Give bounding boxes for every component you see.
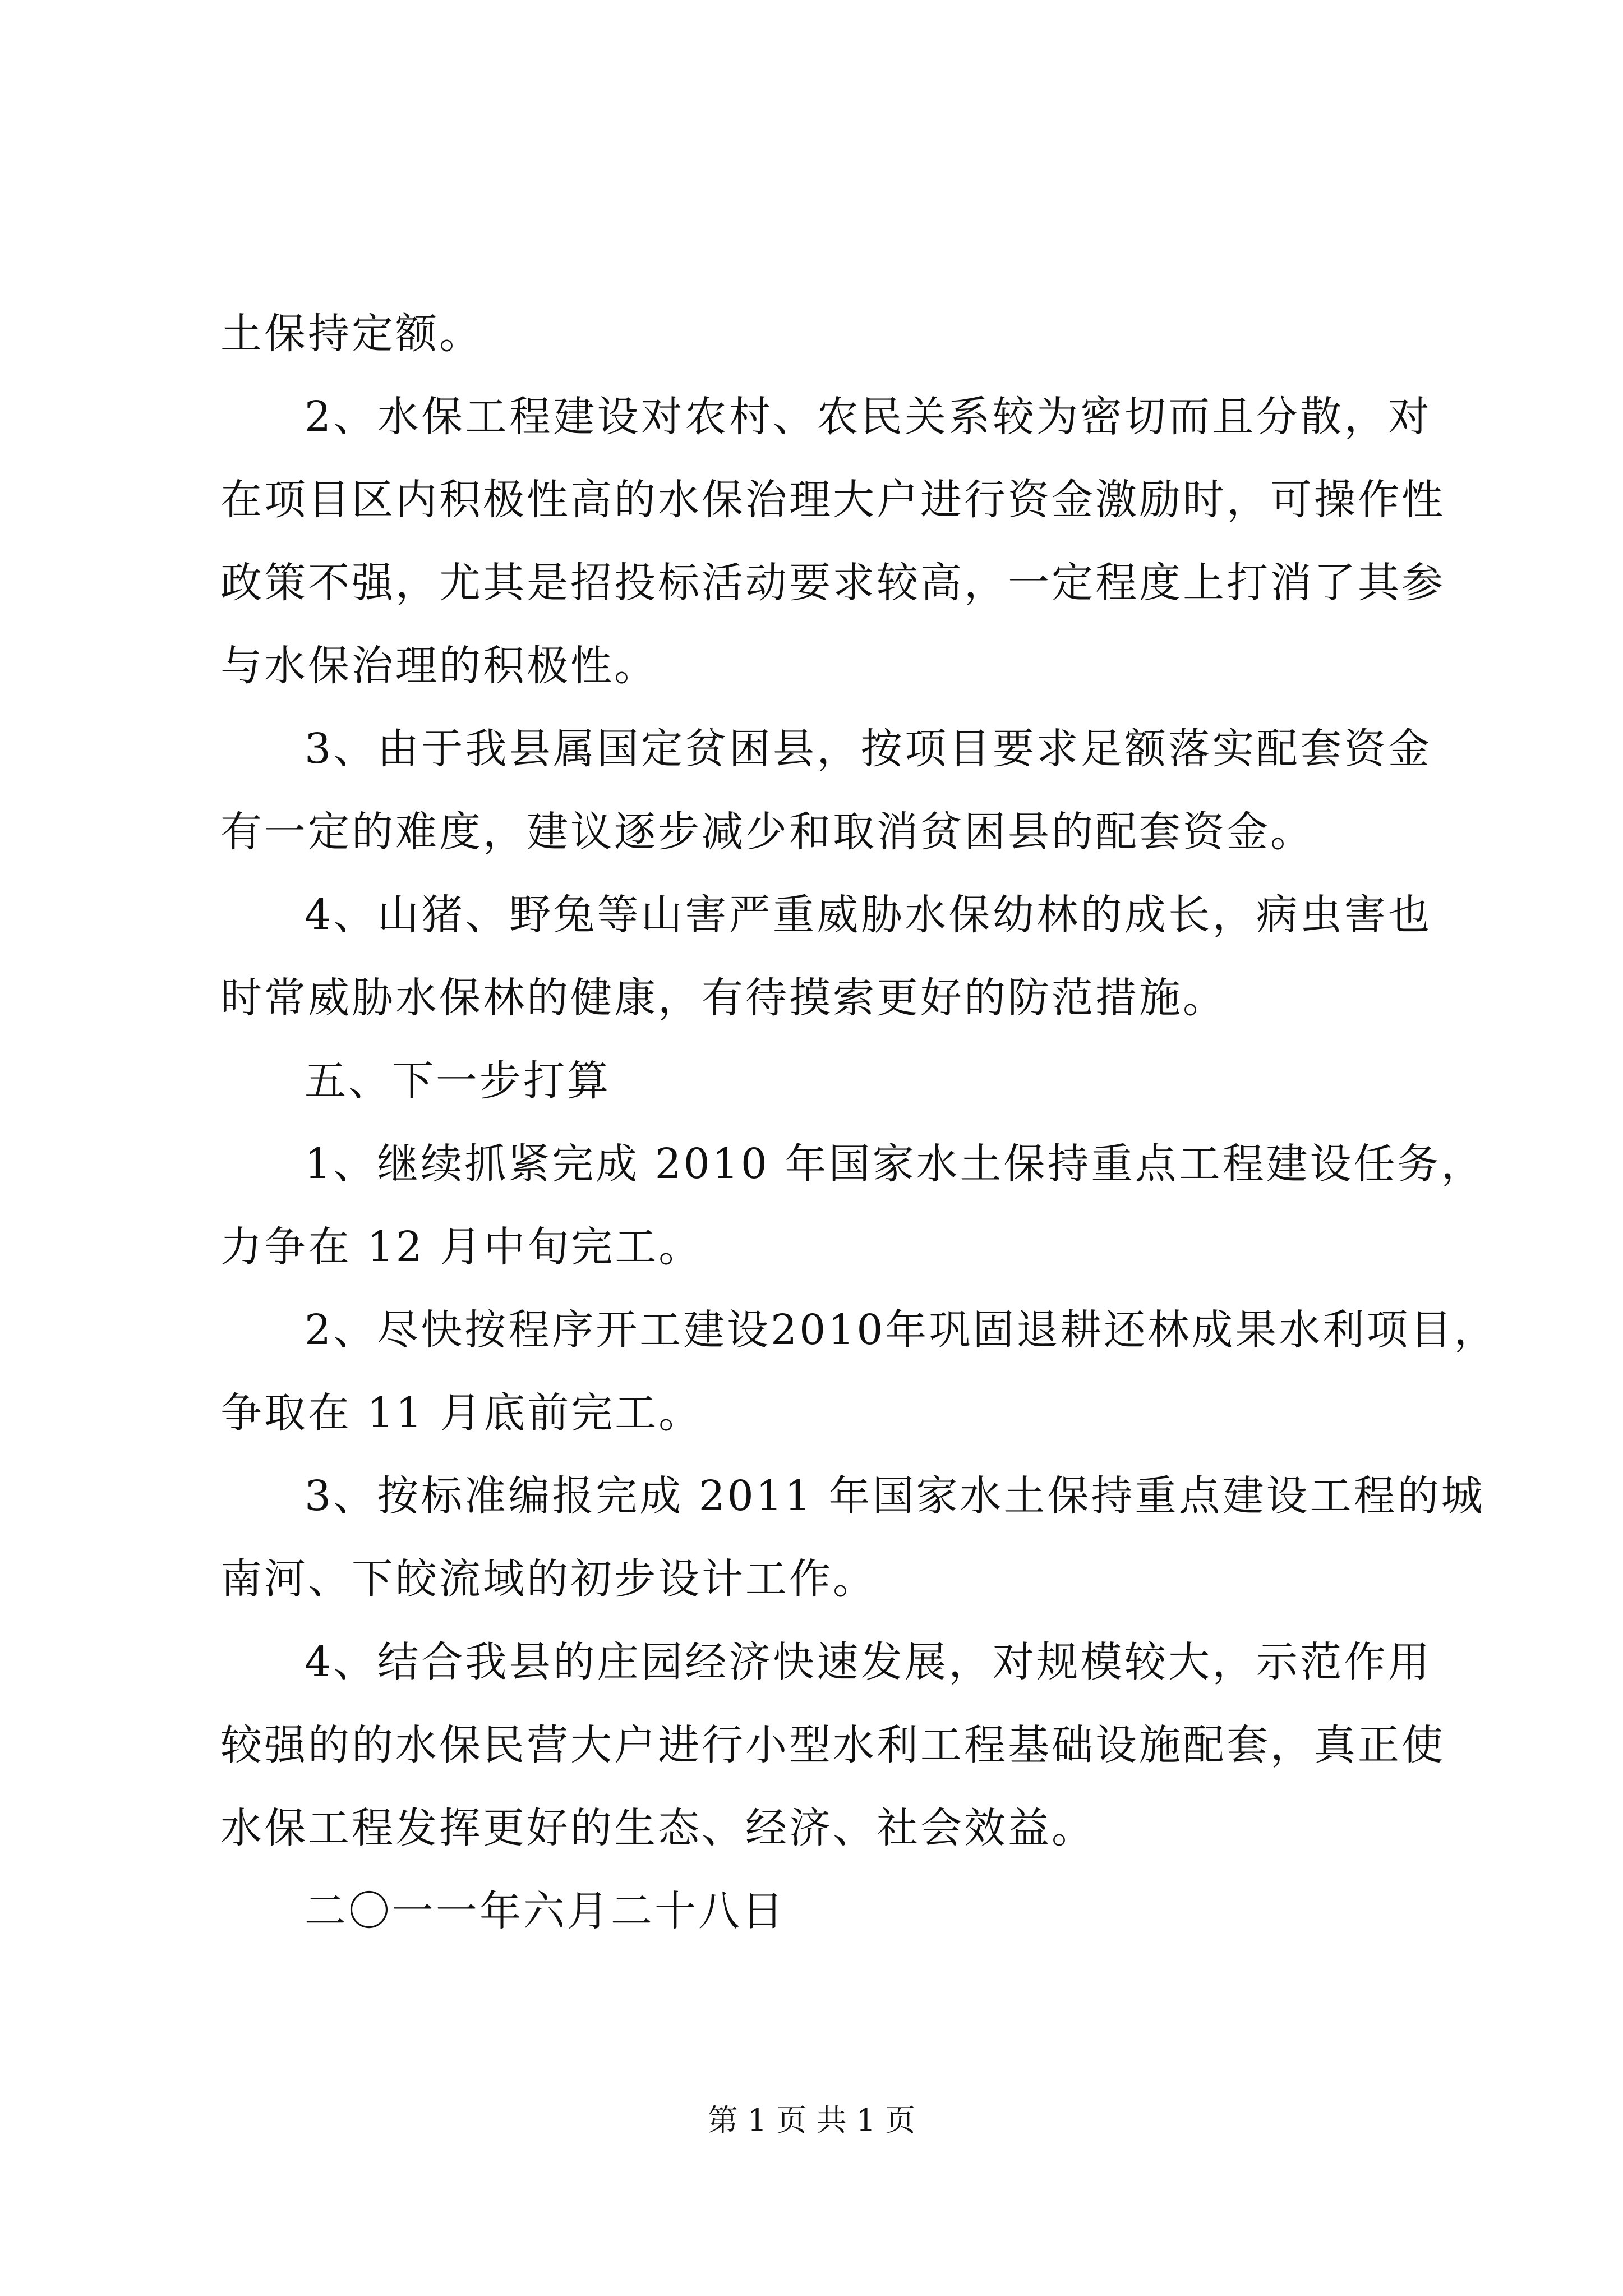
text-line: 较强的的水保民营大户进行小型水利工程基础设施配套，真正使 [220, 1721, 1445, 1769]
text-line: 有一定的难度，建议逐步减少和取消贫困县的配套资金。 [220, 808, 1314, 856]
text-line: 南河、下皎流域的初步设计工作。 [220, 1555, 877, 1603]
text-line: 4、山猪、野兔等山害严重威胁水保幼林的成长，病虫害也 [305, 891, 1432, 939]
text-line: 争取在 11 月底前完工。 [220, 1389, 703, 1437]
date-line: 二〇一一年六月二十八日 [305, 1887, 786, 1935]
text-line: 3、由于我县属国定贫困县，按项目要求足额落实配套资金 [305, 725, 1432, 773]
text-line: 政策不强，尤其是招投标活动要求较高，一定程度上打消了其参 [220, 559, 1445, 607]
text-line: 2、尽快按程序开工建设2010年巩固退耕还林成果水利项目， [305, 1306, 1498, 1354]
text-line: 3、按标准编报完成 2011 年国家水土保持重点建设工程的城 [305, 1472, 1485, 1520]
page-footer: 第 1 页 共 1 页 [707, 2102, 916, 2138]
text-line: 2、水保工程建设对农村、农民关系较为密切而且分散，对 [305, 393, 1432, 441]
text-line: 水保工程发挥更好的生态、经济、社会效益。 [220, 1804, 1095, 1852]
text-line: 1、继续抓紧完成 2010 年国家水土保持重点工程建设任务， [305, 1140, 1485, 1188]
text-line: 力争在 12 月中旬完工。 [220, 1223, 703, 1271]
section-heading: 五、下一步打算 [305, 1057, 611, 1105]
text-line: 4、结合我县的庄园经济快速发展，对规模较大，示范作用 [305, 1638, 1432, 1686]
text-line: 与水保治理的积极性。 [220, 642, 658, 690]
text-line: 土保持定额。 [220, 310, 483, 358]
text-line: 时常威胁水保林的健康，有待摸索更好的防范措施。 [220, 974, 1227, 1022]
text-line: 在项目区内积极性高的水保治理大户进行资金激励时，可操作性 [220, 476, 1445, 524]
